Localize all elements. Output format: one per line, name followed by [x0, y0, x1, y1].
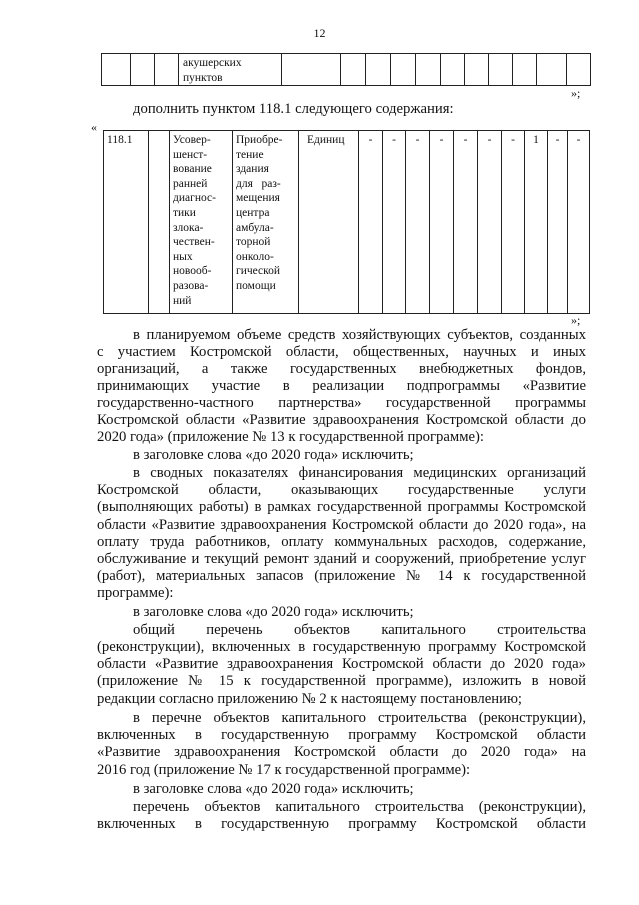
cell-line: ных [173, 250, 193, 263]
paragraph-line: области «Развитие здравоохранения Костромской области до 2020 года» [97, 656, 586, 672]
value-cell [359, 131, 383, 314]
table-row [102, 54, 591, 86]
paragraph-line: (выполняющих работы) в рамках государственной программы Костромской [97, 499, 586, 515]
cell-line: шенст- [173, 148, 208, 161]
table-cell [131, 54, 155, 86]
paragraph-line: перечень объектов капитального строительства (реконструкции), [133, 799, 586, 815]
table-cell [441, 54, 465, 86]
row-name-cell [170, 131, 233, 314]
table-cell [179, 54, 282, 86]
value-cell [454, 131, 478, 314]
cell-value: - [511, 134, 515, 146]
program-table [103, 130, 590, 314]
value-cell [548, 131, 568, 314]
paragraph-line: в перечне объектов капитального строительства (реконструкции), [133, 710, 586, 726]
paragraph-line: принимающих участие в реализации подпрограммы «Развитие [97, 378, 586, 394]
paragraph-line: (реконструкции), включенных в государственную программу Костромской [97, 639, 586, 655]
row-unit: Единиц [307, 134, 345, 146]
quote-close: »; [571, 313, 581, 327]
quote-close: »; [571, 86, 581, 100]
paragraph-line: 2020 года» (приложение № 13 к государственной программе): [97, 429, 484, 445]
cell-line: торной [236, 236, 271, 249]
cell-line: центра [236, 206, 270, 219]
paragraph-line: Костромской области, оказывающих государственные услуги [97, 482, 586, 498]
cell-line: чествен- [173, 236, 215, 249]
cell-line: ний [173, 294, 192, 307]
paragraph-line: «Развитие здравоохранения Костромской области до 2020 года» на [97, 744, 586, 760]
paragraph-line: в планируемом объеме средств хозяйствующих субъектов, созданных [133, 327, 586, 343]
row-action [233, 131, 298, 294]
value-cell [568, 131, 590, 314]
table-cell [366, 54, 391, 86]
table-row [104, 131, 590, 314]
value-cell [478, 131, 502, 314]
cell-line: новооб- [173, 265, 212, 278]
cell-line: вование [173, 163, 212, 176]
value-cell [502, 131, 525, 314]
cell-value: - [487, 134, 492, 146]
table-cell [282, 54, 341, 86]
cell-line: Усовер- [173, 134, 211, 146]
cell-value: - [576, 134, 581, 146]
row-number-cell [104, 131, 149, 314]
value-cell [525, 131, 548, 314]
paragraph-line: государственно-частного партнерства» государственной программы [97, 395, 586, 411]
paragraph-line: программе): [97, 585, 174, 601]
cell-line: тики [173, 206, 196, 219]
table-cell [416, 54, 441, 86]
cell-line: тение [236, 148, 264, 161]
paragraph-line: Костромской области «Развитие здравоохранения Костромской области до [97, 412, 586, 428]
paragraph-line: в заголовке слова «до 2020 года» исключить; [133, 781, 414, 797]
cell-line: здания [236, 163, 269, 176]
cell-line: гической [236, 265, 281, 278]
paragraph-line: в заголовке слова «до 2020 года» исключить; [133, 604, 414, 620]
row-number: 118.1 [107, 134, 133, 146]
cell-value: - [392, 134, 396, 146]
top-table-fragment [101, 53, 591, 86]
paragraph-line: в сводных показателях финансирования медицинских организаций [133, 465, 586, 481]
intro-text: дополнить пунктом 118.1 следующего содержания: [133, 101, 454, 117]
cell-line: помощи [236, 279, 276, 292]
table-cell [149, 131, 170, 314]
paragraph-line: 2016 год (приложение № 17 к государственной программе): [97, 762, 471, 778]
table-cell [155, 54, 179, 86]
paragraph-line: включенных в государственную программу Костромской области [97, 727, 586, 743]
paragraph-line: с участием Костромской области, общественных, научных и иных [97, 344, 586, 360]
row-unit-cell [299, 131, 359, 314]
paragraph-line: в заголовке слова «до 2020 года» исключить; [133, 447, 414, 463]
row-name [170, 131, 232, 308]
paragraph-line: обслуживание и текущий ремонт зданий и сооружений, приобретение услуг [97, 551, 586, 567]
paragraph-line: оплату труда работников, оплату коммунальных расходов, содержание, [97, 534, 586, 550]
cell-line: Приобре- [236, 134, 283, 146]
table-cell [567, 54, 591, 86]
cell-line: мещения [236, 192, 280, 205]
cell-line: для раз- [236, 177, 281, 190]
paragraph-line: (работ), материальных запасов (приложение № 14 к государственной [97, 568, 586, 584]
paragraph-line: (приложение № 15 к государственной программе), изложить в новой [97, 673, 586, 689]
paragraph-line: общий перечень объектов капитального строительства [133, 622, 586, 638]
cell-line: злока- [173, 221, 204, 234]
cell-line: онколо- [236, 250, 274, 263]
table-cell [102, 54, 131, 86]
cell-value: - [463, 134, 468, 146]
table-cell [489, 54, 513, 86]
page-number: 12 [313, 26, 326, 40]
value-cell [383, 131, 406, 314]
paragraph-line: области «Развитие здравоохранения Костромской области до 2020 года», на [97, 517, 586, 533]
cell-value: - [368, 134, 373, 146]
cell-value: - [439, 134, 444, 146]
paragraph-line: организаций, а также государственных внебюджетных фондов, [97, 361, 586, 377]
table-cell [513, 54, 537, 86]
paragraph-line: включенных в государственную программу Костромской области [97, 816, 586, 832]
table-cell [341, 54, 366, 86]
value-cell [406, 131, 430, 314]
paragraph-line: редакции согласно приложению № 2 к настоящему постановлению; [97, 691, 523, 707]
cell-value: - [415, 134, 420, 146]
cell-text: акушерских [183, 57, 242, 69]
cell-line: ранней [173, 177, 208, 190]
row-action-cell [233, 131, 299, 314]
cell-text: пунктов [183, 71, 223, 84]
cell-line: амбула- [236, 221, 274, 234]
cell-line: разова- [173, 279, 209, 292]
table-cell [537, 54, 567, 86]
value-cell [430, 131, 454, 314]
cell-value: 1 [533, 134, 539, 146]
cell-line: диагнос- [173, 192, 216, 205]
table-cell [465, 54, 489, 86]
quote-open: « [91, 120, 97, 134]
table-cell [391, 54, 416, 86]
cell-value: - [555, 134, 560, 146]
